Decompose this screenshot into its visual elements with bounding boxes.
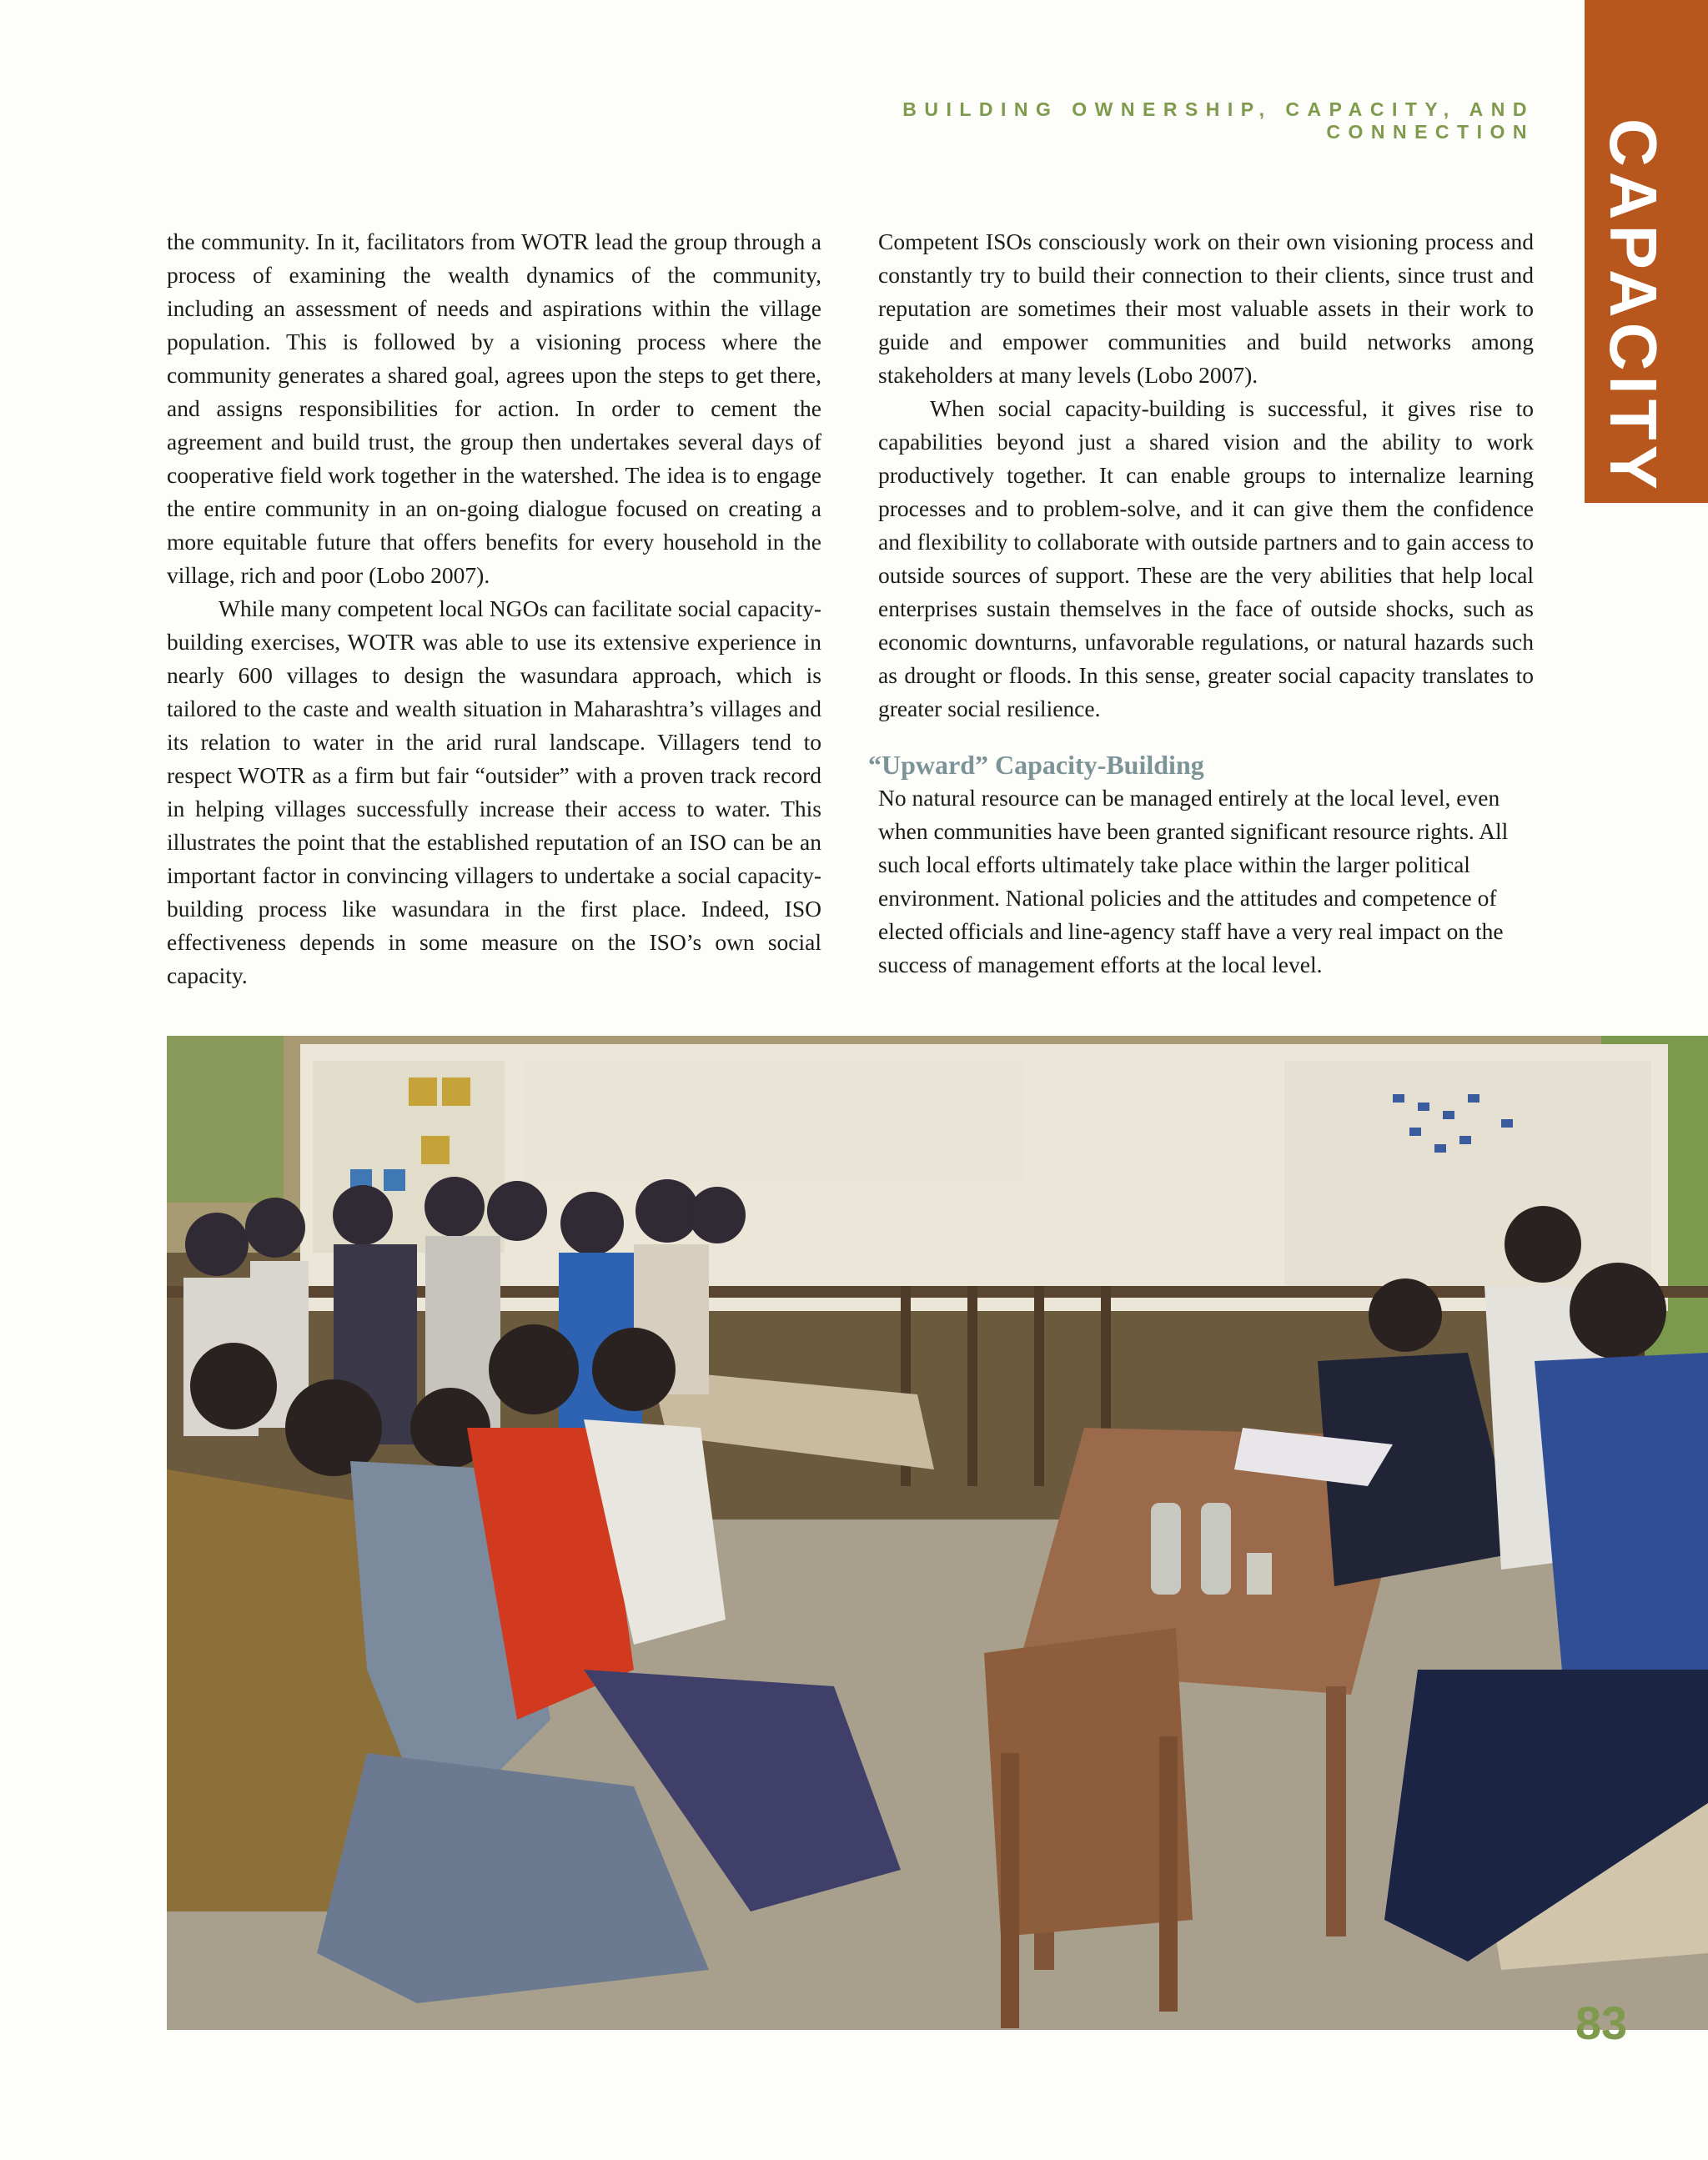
section-tab bbox=[1585, 0, 1708, 503]
body-paragraph: When social capacity-building is successful, it gives rise to capabilities beyond just a shared vision and the ability to work productively together. It can enable groups to internalize learning processes and to problem-solve, and it can give them the confidence and flexibility to collaborate with outside partners and to gain access to outside sources of support. These are the very abilities that help local enterprises sustain themselves in the face of outside shocks, such as economic downturns, unfavorable regulations, or natural hazards such as drought or floods. In this sense, greater social capacity translates to greater social resilience. bbox=[878, 395, 1534, 721]
body-paragraph: the community. In it, facilitators from WOTR lead the group through a process of examining the wealth dynamics of the community, including an assessment of needs and aspirations within the village population. This is followed by a visioning process where the community generates a shared goal, agrees upon the steps to get there, and assigns responsibilities for action. In order to cement the agreement and build trust, the group then undertakes several days of cooperative field work together in the watershed. The idea is to engage the entire community in an on-going dialogue focused on creating a more equitable future that offers benefits for every household in the village, rich and poor (Lobo 2007). bbox=[167, 229, 821, 588]
right-column bbox=[868, 225, 1534, 982]
meeting-photo bbox=[167, 1036, 1708, 2030]
section-tab-label: CAPACITY bbox=[1596, 118, 1670, 495]
left-column bbox=[167, 225, 821, 992]
page-number: 83 bbox=[1575, 1997, 1628, 2049]
running-head: BUILDING OWNERSHIP, CAPACITY, AND CONNECTION bbox=[902, 98, 1535, 143]
body-paragraph: While many competent local NGOs can facilitate social capacity-building exercises, WOTR was able to use its extensive experience in nearly 600 villages to design the wasundara approach, which is tailored to the caste and wealth situation in Maharashtra’s villages and its relation to water in the arid rural landscape. Villagers tend to respect WOTR as a firm but fair “outsider” with a proven track record in helping villages successfully increase their access to water. This illustrates the point that the established reputation of an ISO can be an important factor in convincing villagers to undertake a social capacity-building process like wasundara in the first place. Indeed, ISO effectiveness depends in some measure on the ISO’s own social capacity. bbox=[167, 595, 821, 988]
body-paragraph: No natural resource can be managed entirely at the local level, even when communities have been granted significant resource rights. All such local efforts ultimately take place within the larger political environment. National policies and the attitudes and competence of elected officials and line-agency staff have a very real impact on the success of management efforts at the local level. bbox=[878, 785, 1509, 977]
body-paragraph: Competent ISOs consciously work on their own visioning process and constantly try to build their connection to their clients, since trust and reputation are sometimes their most valuable assets in their work to guide and empower communities and build networks among stakeholders at many levels (Lobo 2007). bbox=[878, 229, 1534, 388]
section-heading: “Upward” Capacity-Building bbox=[868, 750, 1204, 780]
